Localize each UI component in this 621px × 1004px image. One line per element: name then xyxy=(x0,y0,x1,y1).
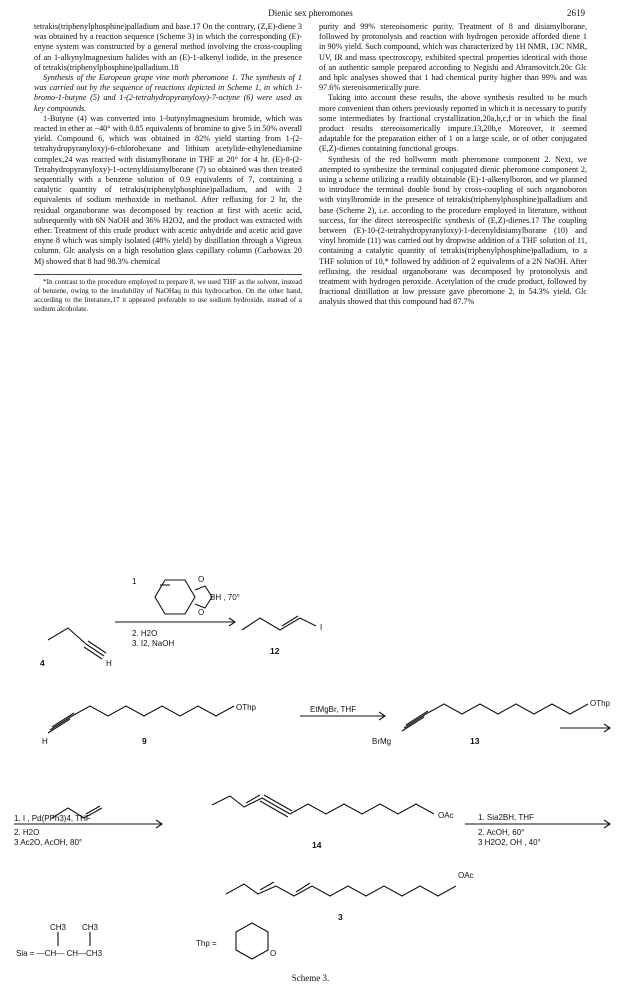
reagent-water: 2. H2O xyxy=(132,629,158,638)
reagent-iodine: 3. I2, NaOH xyxy=(132,639,175,648)
alkyne-14 xyxy=(262,798,290,814)
brmg-label: BrMg xyxy=(372,737,392,746)
sia-definition: Sia = —CH— CH—CH3 xyxy=(16,949,103,958)
compound-label-4: 4 xyxy=(40,658,45,668)
methyl-label: CH3 xyxy=(50,923,67,932)
butyne-skeleton xyxy=(48,628,86,644)
page-number: 2619 xyxy=(567,8,585,18)
paragraph: Synthesis of the red bollworm moth pheromone component 2. Next, we attempted to synthesize the terminal conjugated dienic pheromone component 2, using a scheme utilizing a readily obtainable (E)-1-alkenylboron, and we planned to introduce the terminal double bond by cross-coupling of such organoboron with vinylbromide in the presence of tetrakis(triphenylphosphine)palladium and base (Scheme 2), i.e. according to the procedure employed in literature, without success, for the direct stereospecific synthesis of (E,Z)-dienes.17 The coupling between (E)-10-(2-tetrahydropyranyloxy)-1-decenyldisiamylborane (10) and vinyl bromide (11) was carried out by dropwise addition of a THF solution of 11, containing a catalytic quantity of tetrakis(triphenylphosphine)palladium, to a THF solution of 10,* followed by addition of 2 equivalents of a 2N NaOH. After refluxing, the residual organoborane was decomposed by protonolysis and treatment with hydrogen peroxide. Acetylation of the crude product, followed by fractional distillation at low pressure gave pheromone 2, in 54.3% yield. Glc analysis showed that this compound had 87.7% xyxy=(319,154,587,307)
reagent-acetylation: 3 Ac2O, AcOH, 80° xyxy=(14,838,83,847)
left-column xyxy=(34,22,302,314)
thp-definition: Thp = xyxy=(196,939,217,948)
reagent-palladium-coupling: 1. I , Pd(PPh3)4, THF xyxy=(14,814,91,823)
reagent-disiamylborane: 1. Sia2BH, THF xyxy=(478,813,534,822)
running-header-title: Dienic sex pheromones xyxy=(268,8,353,18)
othp-label: OThp xyxy=(590,699,611,708)
oac-label: OAc xyxy=(438,811,454,820)
hydrogen-label: H xyxy=(106,659,112,668)
hydrogen-label: H xyxy=(42,737,48,746)
scheme-caption: Scheme 3. xyxy=(291,973,330,983)
footnote-text: *In contrast to the procedure employed to prepare 8, we used THF as the solvent, instead of benzene, owing to the insolubility of NaOHaq in this hydrocarbon. On the other hand, according to the literature,17 it appeared preferable to use sodium hydroxide, instead of a sodium alcoholate. xyxy=(34,277,302,313)
compound-label-12: 12 xyxy=(270,646,280,656)
reaction-scheme xyxy=(0,560,621,970)
footnote xyxy=(34,274,302,314)
paragraph: tetrakis(triphenylphosphine)palladium and base.17 On the contrary, (Z,E)-diene 3 was obtained by a reaction sequence (Scheme 3) in which the corresponding (E)-enyne system was constructed by a general method involving the cross-coupling of an 1-alkynylmagnesium halides with an (E)-1-alkenyl iodide, in the presence of tetrakis(triphenylphosphine)palladium.18 xyxy=(34,22,302,72)
compound-label-3: 3 xyxy=(338,912,343,922)
reagent-hydrogen-peroxide: 3 H2O2, OH , 40° xyxy=(478,838,541,847)
right-column xyxy=(319,22,587,308)
chain-9 xyxy=(72,706,234,716)
reagent-acetic-acid: 2. AcOH, 60° xyxy=(478,828,525,837)
oxygen-label: O xyxy=(198,608,205,617)
reagent-water: 2. H2O xyxy=(14,828,40,837)
methyl-label: CH3 xyxy=(82,923,99,932)
step-number: 1 xyxy=(132,577,137,586)
compound-label-9: 9 xyxy=(142,736,147,746)
thp-ring xyxy=(236,923,268,959)
paragraph-section-heading: Synthesis of the European grape vine moth pheromone 1. The synthesis of 1 was carried out by the sequence of reactions depicted in Scheme 1, in which 1-bromo-1-butyne (5) and 1-(2-tetrahydropyranyloxy)-7-octyne (6) were used as key compounds. xyxy=(34,73,302,113)
reagent-ethylmagnesium-bromide: EtMgBr, THF xyxy=(310,705,357,714)
reagent-catecholborane: BH , 70° xyxy=(210,593,240,602)
oxygen-label: O xyxy=(270,949,277,958)
compound-label-14: 14 xyxy=(312,840,322,850)
othp-label: OThp xyxy=(236,703,257,712)
oxygen-label: O xyxy=(198,575,205,584)
alkyne-9 xyxy=(50,716,72,730)
paragraph: purity and 99% stereoisomeric purity. Treatment of 8 and disiamylborane, followed by protonolysis and reaction with hydrogen peroxide afforded diene 1 in 90% yield. Such compound, which was characterized by 1H NMR, 13C NMR, UV, IR and mass spectroscopy, exhibited spectral properties identical with those of an authentic sample prepared according to Negishi and Abramovitch.20c Glc and hplc analyses showed that 1 had chemical purity higher than 99% and was 97.6% stereoisomerically pure. xyxy=(319,22,587,93)
compound-label-13: 13 xyxy=(470,736,480,746)
alkyne-13 xyxy=(404,714,426,728)
paragraph: Taking into account these results, the above synthesis resulted to be much more convenient than others previously reported in which it is necessary to purify some intermediates by fractional crystallization,20a,b,c,f or in which the final product results stereoisomerically impure.13,20b,e Moreover, it seemed adaptable for the preparation either of 1 on a large scale, or of other conjugated (E,Z)-dienes containing functional groups. xyxy=(319,93,587,154)
iodine-label: I xyxy=(320,623,323,632)
oac-label: OAc xyxy=(458,871,474,880)
chain-13 xyxy=(426,704,588,714)
iodoalkene-12 xyxy=(242,618,316,630)
paragraph: 1-Butyne (4) was converted into 1-butynylmagnesium bromide, which was reacted in ether at −40° with 0.85 equivalents of bromine to give 5 in 50% overall yield. Compound 6, which was obtained in 82% yield starting from 1-(2-tetrahydropyranyloxy)-6-chlorohexane and lithium acetylide-ethylenediamine complex,24 was reacted with disiamylborane in THF at 20° for 4 hr. (E)-8-(2-Tetrahydropyranyloxy)-1-octenyldisiamylborane (7) so obtained was then treated sequentially with a benzene solution of 0.9 equivalents of 7, containing a catalytic quantity of tetrakis(triphenylphosphine)palladium, and with 2 equivalents of sodium methoxide in methanol. After refluxing for 2 hr, the residual organoborane was decomposed by reaction at first with acetic acid, subsequently with 6N NaOH and 36% H2O2, and the product was extracted with ether. Treatment of this crude product with acetic anhydride and acetic acid gave enyne 8 which was simply isolated (48% yield) by distillation through a Vigreux column. Glc analysis on a high resolution glass capillary column (Carbowax 20 M) showed that 8 had 98.3% chemical xyxy=(34,113,302,266)
